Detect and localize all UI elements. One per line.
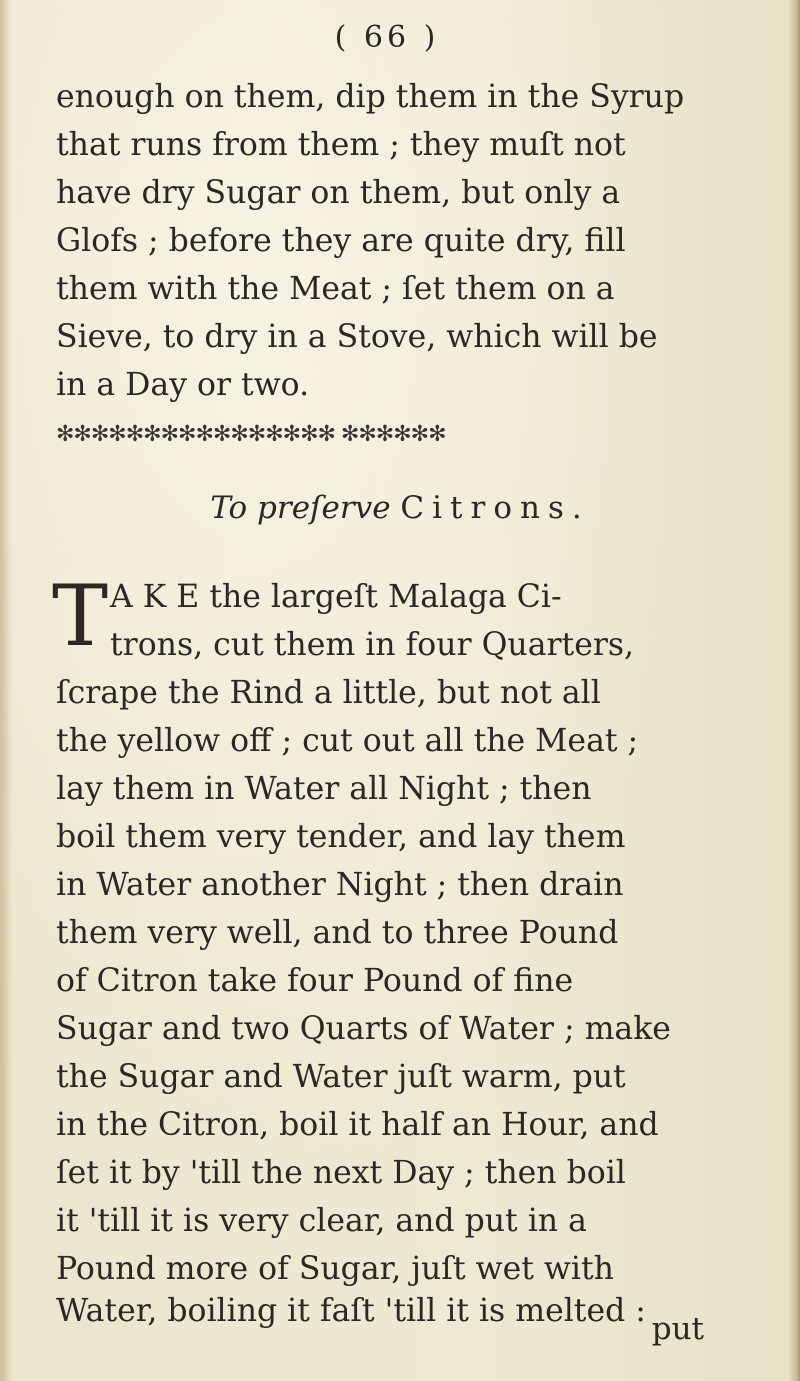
ornamental-divider: ✻✻✻✻✻✻✻✻✻✻✻✻✻✻✻✻ ✻✻✻✻✻✻	[56, 422, 446, 446]
text-line: trons, cut them in four Quarters,	[110, 627, 635, 663]
drop-cap: T	[52, 567, 109, 665]
text-line: them very well, and to three Pound	[56, 915, 619, 951]
section-title-subject: Citrons.	[400, 490, 590, 526]
text-line: in a Day or two.	[56, 367, 310, 403]
text-line: it 'till it is very clear, and put in a	[56, 1203, 587, 1239]
text-line: the yellow off ; cut out all the Meat ;	[56, 723, 639, 759]
section-title-prefix: To preſerve	[210, 490, 391, 526]
text-line: have dry Sugar on them, but only a	[56, 175, 621, 211]
page-number: ( 66 )	[334, 20, 440, 55]
text-line: ſet it by 'till the next Day ; then boil	[56, 1155, 626, 1191]
text-line: A K E the largeſt Malaga Ci-	[110, 579, 562, 615]
text-line: of Citron take four Pound of fine	[56, 963, 574, 999]
page-edge-shadow	[788, 0, 800, 1381]
text-line: Glofs ; before they are quite dry, fill	[56, 223, 626, 259]
text-line: Sugar and two Quarts of Water ; make	[56, 1011, 671, 1047]
text-line: Sieve, to dry in a Stove, which will be	[56, 319, 658, 355]
text-line: in the Citron, boil it half an Hour, and	[56, 1107, 659, 1143]
text-line: Pound more of Sugar, juſt wet with	[56, 1251, 614, 1287]
text-line: enough on them, dip them in the Syrup	[56, 79, 685, 115]
text-line: the Sugar and Water juſt warm, put	[56, 1059, 626, 1095]
binding-shadow	[0, 0, 10, 1381]
text-line: that runs from them ; they muſt not	[56, 127, 626, 163]
catchword: put	[651, 1311, 704, 1347]
text-line: Water, boiling it faſt 'till it is melted :	[56, 1293, 646, 1329]
text-line: boil them very tender, and lay them	[56, 819, 626, 855]
section-title	[0, 490, 800, 526]
text-line: in Water another Night ; then drain	[56, 867, 624, 903]
text-line: ſcrape the Rind a little, but not all	[56, 675, 601, 711]
text-line: them with the Meat ; ſet them on a	[56, 271, 615, 307]
text-line: lay them in Water all Night ; then	[56, 771, 592, 807]
